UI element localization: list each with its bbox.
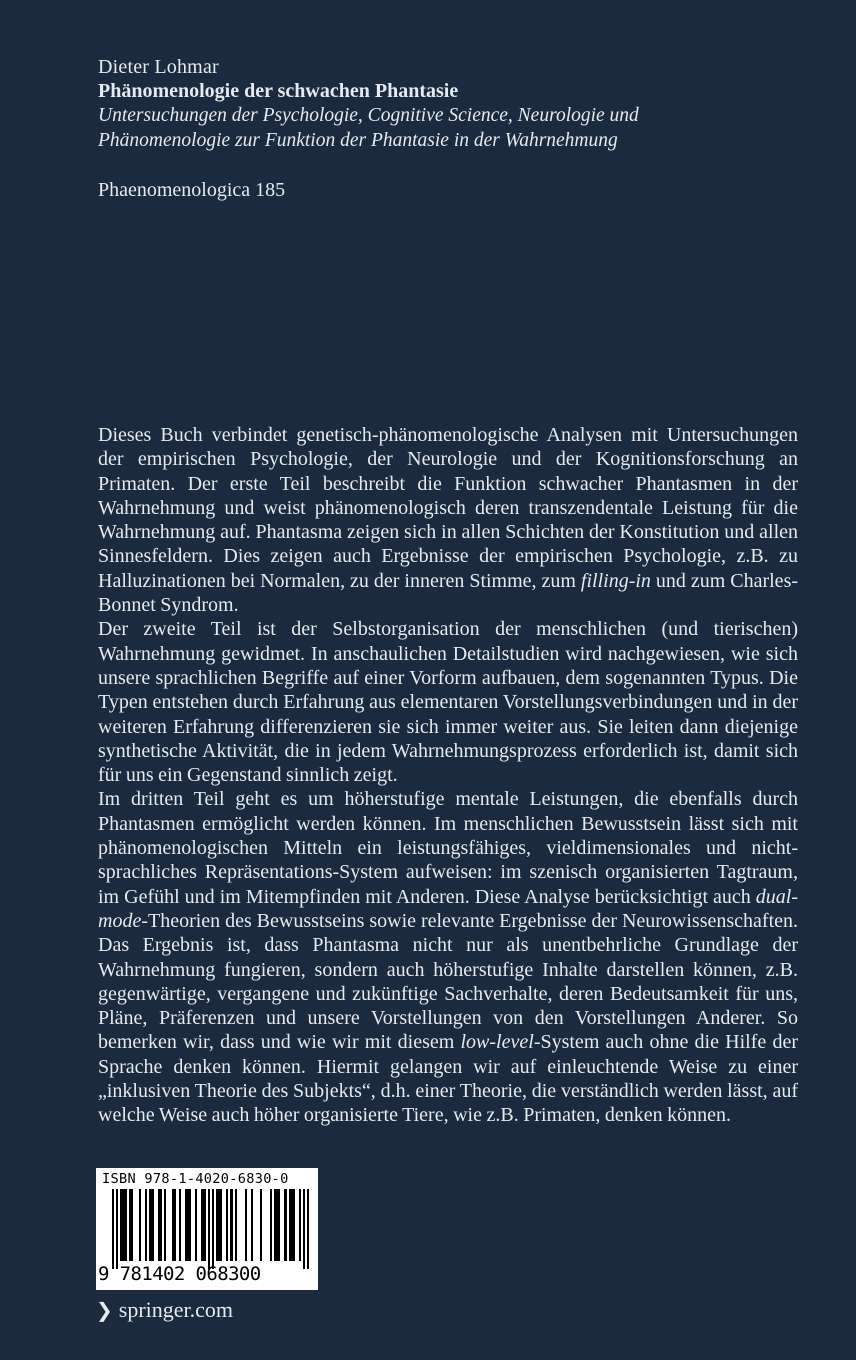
blurb-paragraph-3 — [98, 787, 798, 1127]
chevron-right-icon: ❯ — [96, 1298, 113, 1322]
blurb-p3-emphasis-1: dual-mode — [98, 885, 798, 932]
book-subtitle-line-1: Untersuchungen der Psychologie, Cognitive Science, Neurologie und — [98, 105, 639, 126]
blurb-p3-text-c: -System auch ohne die Hilfe der Sprache denken können. Hiermit gelangen wir auf einleuchtende Weise zu einer „inklusiven Theorie des Subjekts“, d.h. einer Theorie, die verständlich werden lässt, auf welche Weise auch höher organisierte Tiere, wie z.B. Primaten, denken können. — [98, 1031, 798, 1127]
isbn-label: ISBN 978-1-4020-6830-0 — [102, 1171, 289, 1187]
barcode-bars — [112, 1189, 310, 1269]
blurb-p3-text-b: -Theorien des Bewusstseins sowie relevante Ergebnisse der Neurowissenschaften. Das Ergebnis ist, dass Phantasma nicht nur als unentbehrliche Grundlage der Wahrnehmung fungieren, sondern auch höherstufige Inhalte darstellen können, z.B. gegenwärtige, vergangene und zukünftige Sachverhalte, deren Bedeutsamkeit für uns, Pläne, Präferenzen und unsere Vorstellungen von den Vorstellungen Anderer. So bemerken wir, dass und wie wir mit diesem — [98, 909, 798, 1054]
blurb-p1-emphasis: filling-in — [580, 569, 651, 592]
blurb-p3-text-a: Im dritten Teil geht es um höherstufige mentale Leistungen, die ebenfalls durch Phantasmen ermöglicht werden können. Im menschlichen Bewusstsein lässt sich mit phänomenologischen Mitteln ein leistungsfähiges, vieldimensionales und nicht-sprachliches Repräsentations-System aufweisen: im szenisch organisierten Tagtraum, im Gefühl und im Mitempfinden mit Anderen. Diese Analyse berücksichtigt auch — [98, 788, 798, 908]
ean-digits: 9 781402 068300 — [98, 1263, 261, 1285]
blurb-p3-emphasis-2: low-level — [460, 1031, 534, 1054]
back-cover-header — [98, 56, 798, 202]
blurb-text — [98, 423, 798, 1128]
blurb-p1-text-a: Dieses Buch verbindet genetisch-phänomenologische Analysen mit Untersuchungen der empirischen Psychologie, der Neurologie und der Kognitionsforschung an Primaten. Der erste Teil beschreibt die Funktion schwacher Phantasmen in der Wahrnehmung und weist phänomenologisch deren transzendentale Leistung für die Wahrnehmung auf. Phantasma zeigen sich in allen Schichten der Konstitution und allen Sinnesfeldern. Dies zeigen auch Ergebnisse der empirischen Psychologie, z.B. zu Halluzinationen bei Normalen, zu der inneren Stimme, zum — [98, 424, 798, 592]
author-name: Dieter Lohmar — [98, 56, 219, 78]
publisher-footer — [96, 1297, 233, 1323]
series-name: Phaenomenologica 185 — [98, 179, 286, 201]
blurb-paragraph-1 — [98, 423, 798, 617]
barcode-bar — [307, 1189, 309, 1269]
book-subtitle-line-2: Phänomenologie zur Funktion der Phantasie in der Wahrnehmung — [98, 130, 618, 151]
blurb-paragraph-2: Der zweite Teil ist der Selbstorganisation der menschlichen (und tierischen) Wahrnehmung gewidmet. In anschaulichen Detailstudien wird nachgewiesen, wie sich unsere sprachlichen Begriffe auf einer Vorform aufbauen, dem sogenannten Typus. Die Typen entstehen durch Erfahrung aus elementaren Vorstellungsverbindungen und in der weiteren Erfahrung differenzieren sie sich immer weiter aus. Sie leiten dann diejenige synthetische Aktivität, die in jedem Wahrnehmungsprozess erforderlich ist, damit sich für uns ein Gegenstand sinnlich zeigt. — [98, 618, 798, 787]
publisher-url[interactable]: springer.com — [118, 1297, 234, 1322]
isbn-barcode — [96, 1168, 318, 1290]
blurb-p1-text-b: und zum Charles-Bonnet Syndrom. — [98, 569, 799, 617]
book-title: Phänomenologie der schwachen Phantasie — [98, 80, 459, 102]
